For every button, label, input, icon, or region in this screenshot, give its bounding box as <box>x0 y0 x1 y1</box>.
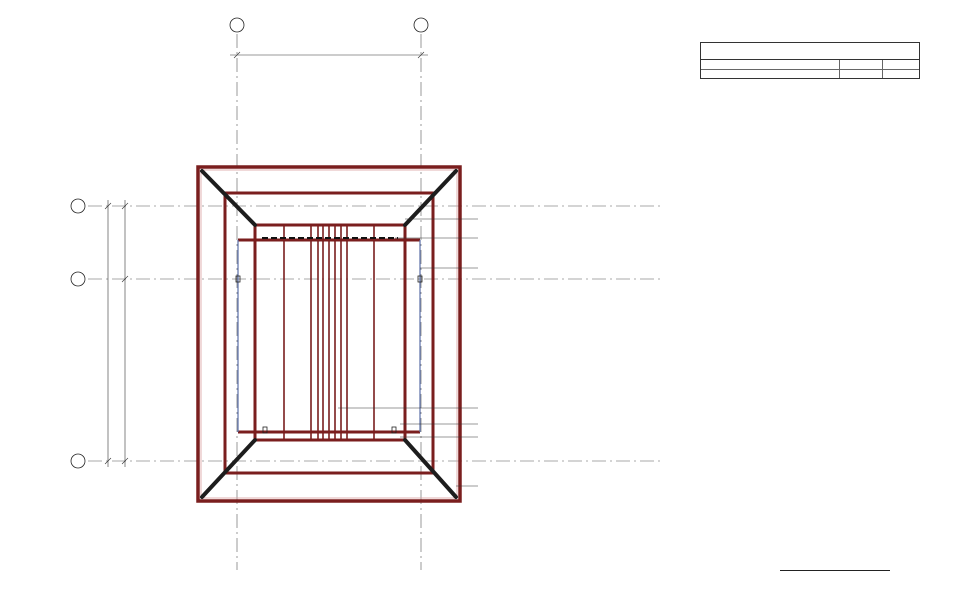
schedule-title <box>701 43 919 60</box>
schedule-header-row <box>701 60 919 70</box>
schedule-header-material <box>701 60 840 69</box>
grid-bubble-c <box>71 454 85 468</box>
dimension-lines <box>105 52 428 467</box>
title-block <box>780 569 890 573</box>
schedule-header-qty <box>883 60 919 69</box>
grid-bubble-1 <box>230 18 244 32</box>
drawing-title <box>780 569 890 571</box>
grid-bubble-a <box>71 199 85 213</box>
schedule-total-row <box>701 70 919 79</box>
grid-bubble-b <box>71 272 85 286</box>
grid-bubble-2 <box>414 18 428 32</box>
material-schedule-table <box>700 42 920 79</box>
schedule-header-length <box>840 60 883 69</box>
